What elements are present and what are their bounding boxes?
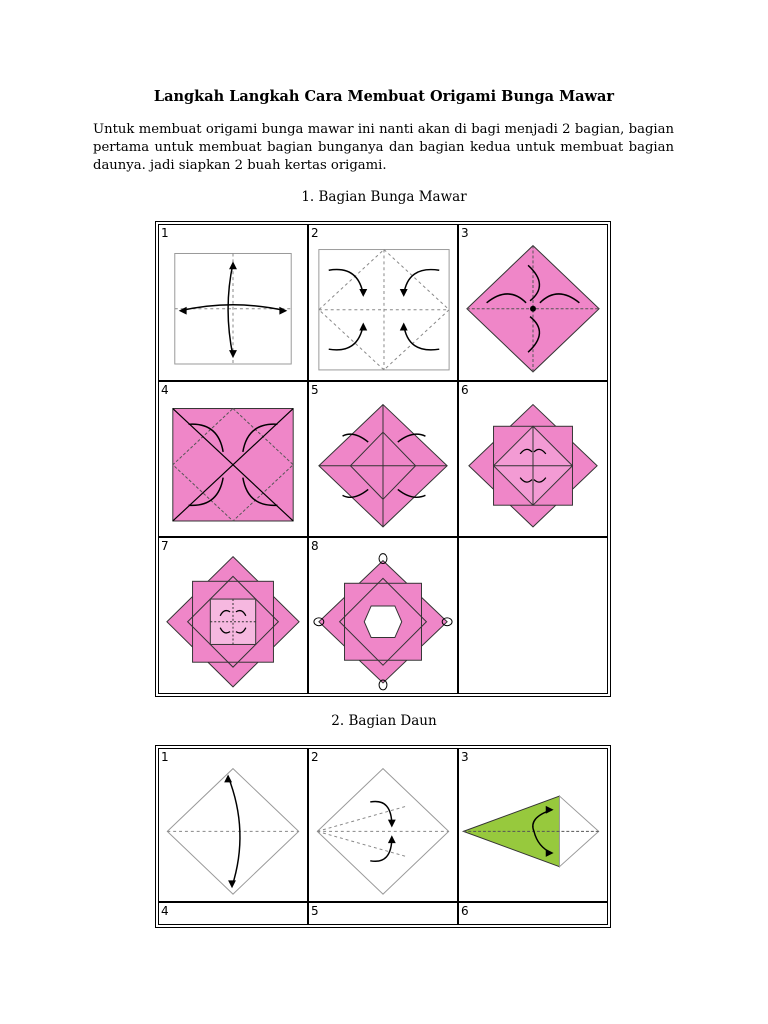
rose-step-empty [458,537,608,694]
fold-diagram-white-diamond [159,749,307,901]
step-number: 3 [461,226,469,240]
step-number: 2 [311,226,319,240]
leaf-step-4 [158,902,308,925]
fold-diagram-kite-fold [309,749,457,901]
rose-step-5 [308,381,458,538]
fold-diagram-pink-rose-final [309,538,457,693]
fold-diagram-pink-diamond-open [309,382,457,537]
rose-step-3 [458,224,608,381]
document-title: Langkah Langkah Cara Membuat Origami Bunga Mawar [153,88,615,105]
step-number: 5 [311,382,319,397]
step-number: 2 [311,750,319,764]
step-number: 3 [461,750,469,764]
step-number: 6 [461,382,469,397]
fold-diagram-green-leaf [459,749,607,901]
rose-step-8 [308,537,458,694]
intro-paragraph: Untuk membuat origami bunga mawar ini nanti akan di bagi menjadi 2 bagian, bagian pertama untuk membuat bagian bunganya dan bagian kedua untuk membuat bagian daunya. jadi siapkan 2 buah kertas origami. [93,122,674,173]
rose-steps-grid [155,221,611,697]
step-number: 1 [161,226,169,240]
step-number: 1 [161,750,169,764]
rose-step-1 [158,224,308,381]
fold-diagram-pink-rose-center [159,538,307,693]
step-number: 4 [161,904,169,918]
section-rose-heading: 1. Bagian Bunga Mawar [301,189,467,205]
rose-step-2 [308,224,458,381]
section-leaf-heading: 2. Bagian Daun [331,713,437,729]
leaf-step-1 [158,748,308,902]
fold-diagram-corners-to-center [309,225,457,380]
rose-step-4 [158,381,308,538]
leaf-step-3 [458,748,608,902]
step-number: 6 [461,904,469,918]
rose-step-6 [458,381,608,538]
step-number: 4 [161,382,169,397]
leaf-steps-grid [155,745,611,928]
step-number: 8 [311,539,319,554]
leaf-step-2 [308,748,458,902]
fold-diagram-pink-layered [459,382,607,537]
fold-diagram-square-crease [159,225,307,380]
step-number: 7 [161,539,169,554]
fold-diagram-pink-square [159,382,307,537]
leaf-step-5 [308,902,458,925]
step-number: 5 [311,904,319,918]
rose-step-7 [158,537,308,694]
fold-diagram-pink-diamond [459,225,607,380]
leaf-step-6 [458,902,608,925]
